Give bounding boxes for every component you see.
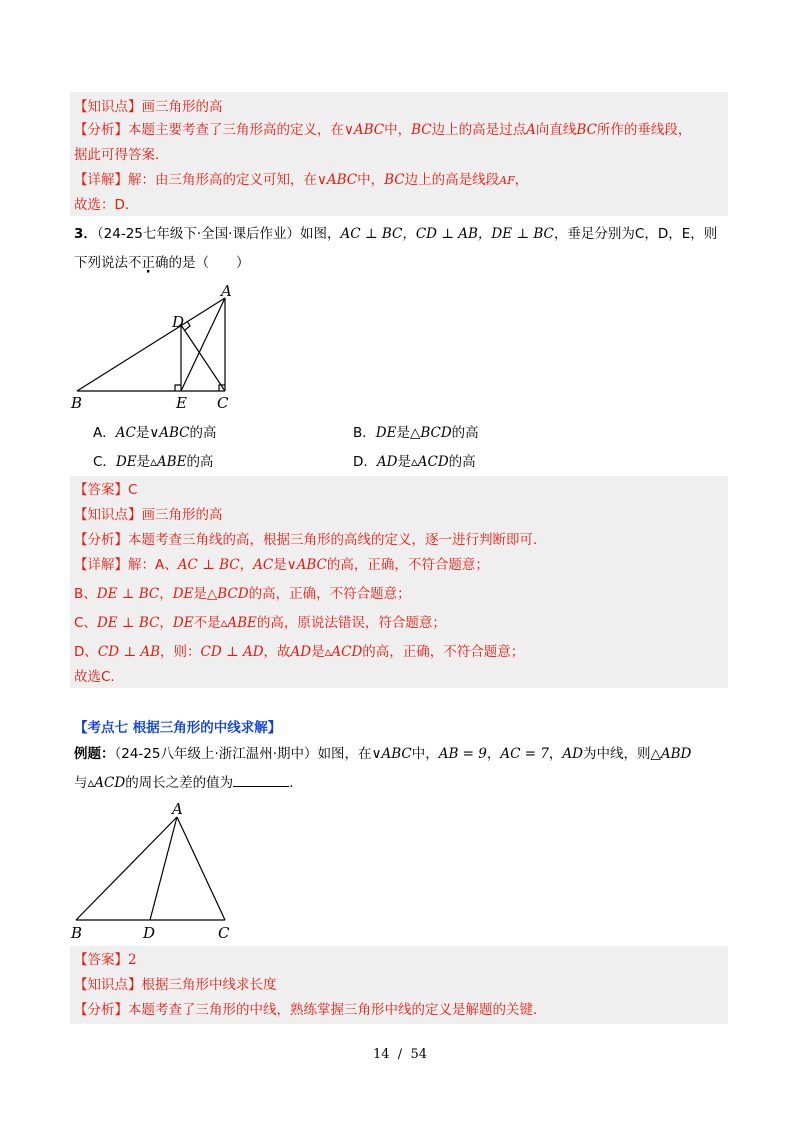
label-C: C — [218, 924, 230, 942]
option-b[interactable]: B．DE是△BCD的高 — [353, 425, 479, 441]
right-angle-mark-E — [175, 385, 181, 391]
segment-DC — [181, 325, 225, 391]
figure-q3 — [68, 283, 268, 413]
choice-line: 故选：D． — [74, 197, 139, 213]
label-D: D — [143, 924, 156, 942]
knowledge-line: 【知识点】画三角形的高 — [74, 99, 223, 115]
emphasized-text: 不正确 — [128, 255, 169, 271]
answer-line: 【答案】2 — [74, 952, 137, 968]
label-A: A — [172, 800, 183, 818]
answer-blank[interactable] — [233, 774, 289, 787]
detail-line: 【详解】解：由三角形高的定义可知，在∨ABC中，BC边上的高是线段AF， — [74, 172, 529, 188]
knowledge-line: 【知识点】画三角形的高 — [74, 507, 223, 523]
example-line-2: 与▵ACD的周长之差的值为 ． — [74, 775, 303, 791]
example-line-1: 例题：（24-25八年级上·浙江温州·期中）如图，在∨ABC中，AB = 9，AC = 7，AD为中线，则△ABD — [74, 746, 692, 762]
analysis-line: 【分析】本题考查三角线的高，根据三角形的高线的定义，逐一进行判断即可． — [74, 532, 547, 548]
detail-line-c: C、DE ⊥ BC，DE不是▵ABE的高，原说法错误，符合题意； — [74, 615, 446, 631]
segment-AD — [150, 817, 177, 920]
label-A: A — [221, 283, 232, 300]
question-3-line-2: 下列说法不正确的是（ ） — [74, 255, 250, 271]
choice-line: 故选C． — [74, 669, 124, 685]
analysis-line: 【分析】本题考查了三角形的中线，熟练掌握三角形中线的定义是解题的关键． — [74, 1002, 547, 1018]
segment-AC — [177, 817, 225, 920]
detail-line-b: B、DE ⊥ BC，DE是△BCD的高，正确，不符合题意； — [74, 586, 411, 602]
segment-BA — [76, 817, 177, 920]
label-D: D — [172, 313, 185, 331]
label-C: C — [217, 394, 229, 412]
detail-line-d: D、CD ⊥ AB，则：CD ⊥ AD，故AD是▵ACD的高，正确，不符合题意； — [74, 644, 525, 660]
detail-line-a: 【详解】解：A、AC ⊥ BC，AC是∨ABC的高，正确，不符合题意； — [74, 557, 489, 573]
label-B: B — [71, 924, 83, 942]
figure-example — [68, 798, 248, 943]
page-number: 14 / 54 — [372, 1047, 427, 1062]
analysis-line-2: 据此可得答案． — [74, 147, 169, 163]
answer-line: 【答案】C — [74, 482, 138, 498]
analysis-line: 【分析】本题主要考查了三角形高的定义，在∨ABC中，BC边上的高是过点A向直线BC所作的垂线段， — [74, 122, 692, 138]
question-3-line-1: 3．（24-25七年级下·全国·课后作业）如图，AC ⊥ BC，CD ⊥ AB，DE ⊥ BC，垂足分别为C，D，E，则 — [74, 226, 718, 242]
section-heading: 【考点七 根据三角形的中线求解】 — [74, 720, 282, 736]
label-B: B — [71, 394, 83, 412]
knowledge-line: 【知识点】根据三角形中线求长度 — [74, 977, 277, 993]
option-a[interactable]: A．AC是∨ABC的高 — [93, 425, 217, 441]
option-c[interactable]: C．DE是▵ABE的高 — [93, 454, 214, 470]
label-E: E — [176, 394, 187, 412]
option-d[interactable]: D．AD是▵ACD的高 — [353, 454, 476, 470]
